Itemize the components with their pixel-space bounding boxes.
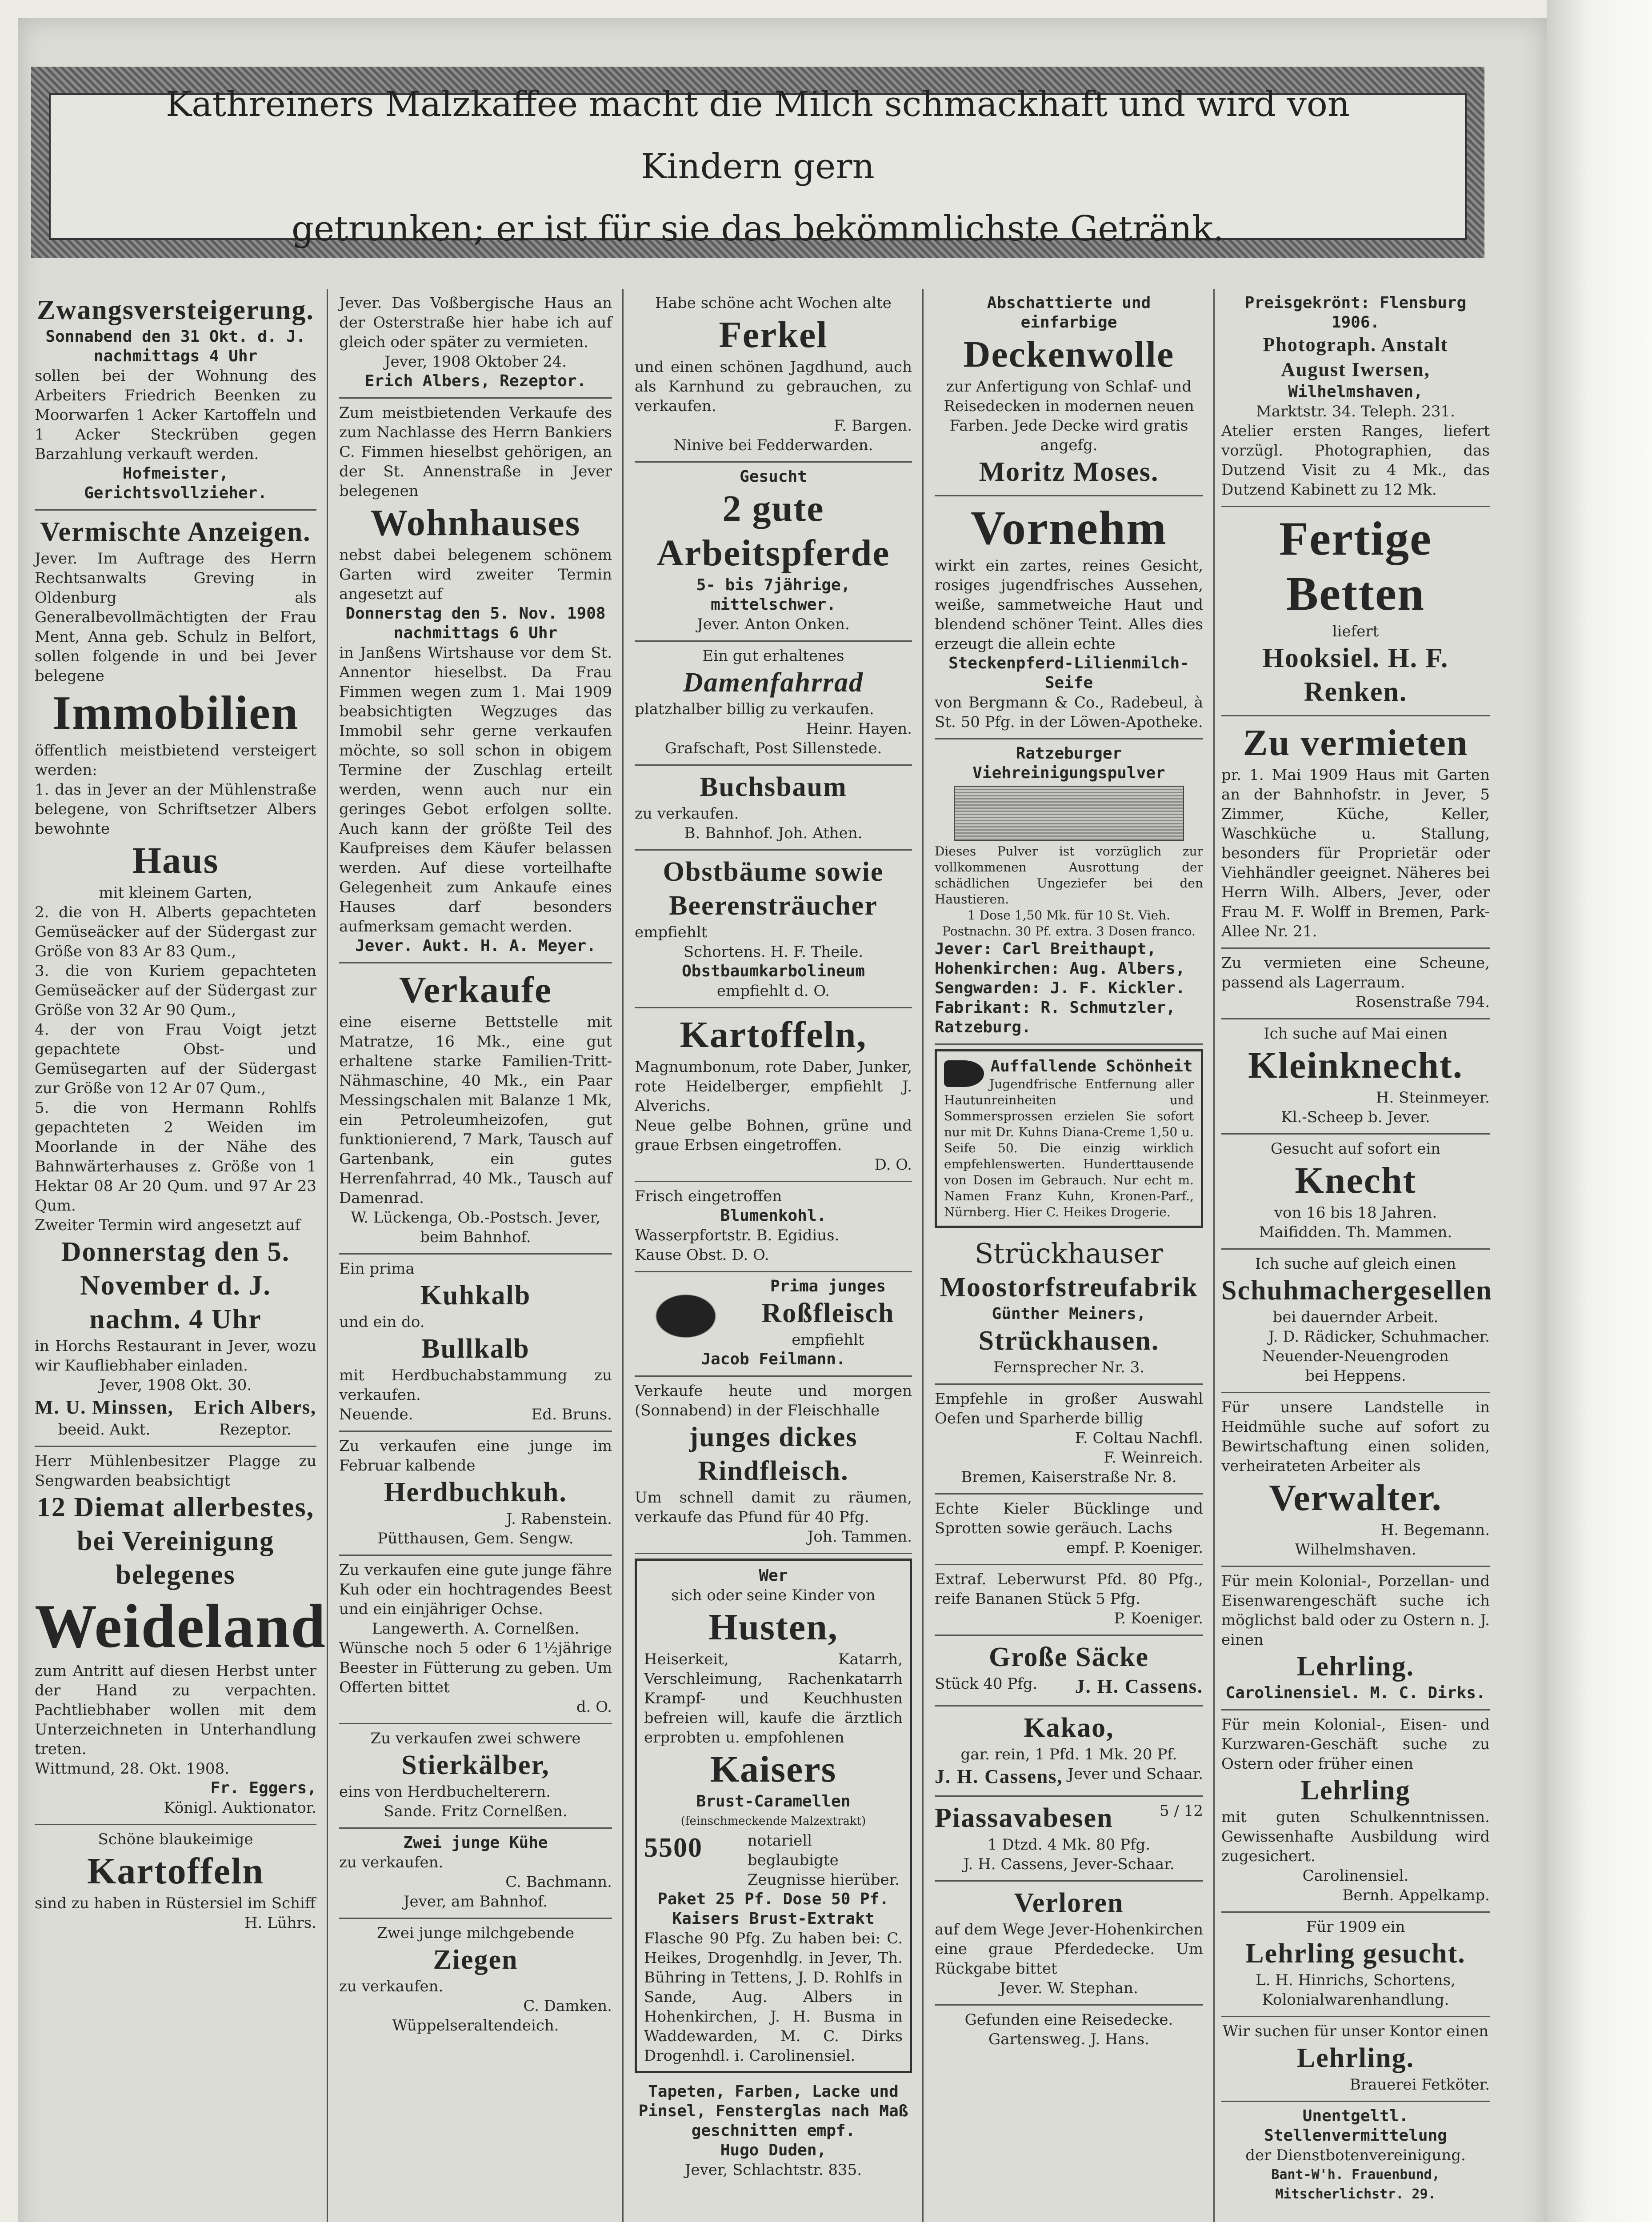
ad-kaisers-husten [635,1559,912,2073]
ad-preline: Habe schöne acht Wochen alte [655,294,892,312]
signature-name: Günther Meiners, [992,1305,1146,1323]
ad-body: in Janßens Wirtshause vor dem St. Annentor hieselbst. Da Frau Fimmen wegen zum 1. Mai 1909 beabsichtigten Wegzuges das Immobil sehr gerne verkaufen möchte, so soll schon in obigem Termine der Zuschlag erteilt werden, wenn auch nur ein geringes Gebot erfolgen sollte. Auch kann der größte Teil des Kaufpreises dem Käufer belassen werden. Auf diese vorteilhafte Gelegenheit zum Ankaufe eines Hauses darf besonders aufmerksam gemacht werden. [339,644,612,935]
ad-body: Zum meistbietenden Verkaufe des zum Nachlasse des Herrn Bankiers C. Fimmen hieselbst gehörigen, an der St. Annenstraße in Jever belegenen [339,404,612,500]
ad-body: Jever. Das Voßbergische Haus an der Osterstraße hier habe ich auf gleich oder später zu vermieten. [339,294,612,351]
list-item: 5. die von Hermann Rohlfs gepachteten 2 Weiden im Moorlande in der Nähe des Bahnwärterhauses z. Größe von 1 Hektar 08 Ar 20 Qum. und 97 Ar 23 Qum. [35,1099,316,1215]
ad-preline: Gesucht auf sofort ein [1270,1140,1441,1158]
ad-body: Um schnell damit zu räumen, verkaufe das Pfund für 40 Pfg. [635,1489,912,1526]
ad-buchsbaum [635,766,912,851]
ad-date-line: Wittmund, 28. Okt. 1908. [35,1760,229,1778]
signature-right [194,1395,316,1439]
signature-place: Kl.-Scheep b. Jever. [1281,1108,1430,1126]
price-line: gar. rein, 1 Pfd. 1 Mk. 20 Pf. [960,1746,1177,1763]
ad-product: Brust-Caramellen [696,1792,851,1810]
testimonial-text: notariell beglaubigte Zeugnisse hierüber. [747,1832,900,1889]
ad-body: zu verkaufen. [339,1854,444,1871]
signature-name: J. H. Cassens, [935,1766,1063,1787]
ad-body: eins von Herdbuchelterern. [339,1783,551,1801]
ad-lehrling-4 [1221,2017,1490,2102]
price-line: Stück 40 Pfg. [935,1675,1038,1693]
ad-kartoffeln [35,1825,316,1939]
signature-role: Königl. Auktionator. [164,1799,316,1817]
signature-name: W. Lückenga, Ob.-Postsch. Jever, beim Bahnhof. [351,1209,600,1246]
signature-place: Jever, am Bahnhof. [403,1893,548,1910]
ad-body: zur Anfertigung von Schlaf- und Reisedecken in modernen neuen Farben. Jede Decke wird gratis angefg. [944,378,1194,454]
ad-ziegen [339,1919,612,2042]
list-item: 4. der von Frau Voigt jetzt gepachtete Obst- und Gemüsegarten auf der Südergast zur Größe von 12 Ar 07 Qum., [35,1021,316,1097]
ad-subheadline: Obstbaumkarbolineum [682,962,865,980]
ad-body: Dieses Pulver ist vorzüglich zur vollkommenen Ausrottung der schädlichen Ungeziefer bei den Haustieren. [935,844,1203,907]
ad-headline: Obstbäume sowie Beerensträucher [663,857,884,921]
ad-body: der Dienstbotenvereinigung. [1245,2146,1466,2164]
ad-headline: Fertige Betten [1279,512,1432,620]
ad-body: und einen schönen Jagdhund, auch als Karnhund zu gebrauchen, zu verkaufen. [635,358,912,415]
address-line: Rosenstraße 794. [1355,993,1490,1011]
ad-body: Neue gelbe Bohnen, grüne und graue Erbsen eingetroffen. [635,1117,912,1154]
ad-headline: Ferkel [719,314,828,356]
ad-preline: Zwei junge milchgebende [376,1924,575,1942]
signature-name: C. Bachmann. [505,1873,612,1891]
ad-headline: Kuhkalb [420,1280,531,1311]
signature-name: Bernh. Appelkamp. [1342,1886,1490,1904]
ad-preline: Gesucht [740,468,807,486]
signature-place: Ninive bei Fedderwarden. [673,436,873,454]
ad-headline: Piassavabesen [935,1803,1113,1833]
ad-leberwurst [935,1565,1203,1636]
column-2 [336,289,616,2222]
signature-name: Ed. Bruns. [531,1406,612,1423]
ad-headline: Wohnhauses [370,502,581,544]
signature-name: Hugo Duden, [720,2141,827,2159]
ad-headline: Knecht [1295,1160,1416,1201]
signature-name: H. Lührs. [244,1914,316,1932]
ad-body: Für mein Kolonial-, Porzellan- und Eisenwarengeschäft suche ich möglichst bald oder zu Ostern n. J. einen [1221,1572,1490,1649]
ad-headline: Kartoffeln, [680,1014,867,1055]
ad-preline: Strückhauser [974,1237,1164,1270]
ad-headline: Lehrling [1300,1775,1411,1806]
ad-preline: Ich suche auf gleich einen [1255,1255,1456,1273]
ad-body: mit guten Schulkenntnissen. Gewissenhafte Ausbildung wird zugesichert. [1221,1808,1490,1865]
ad-body: Verkaufe heute und morgen (Sonnabend) in der Fleischhalle [635,1382,912,1419]
price-row [935,1674,1203,1699]
ad-body: Atelier ersten Ranges, liefert vorzügl. Photographien, das Dutzend Visit zu 4 Mk., das Dutzend Kabinett zu 12 Mk. [1221,422,1490,499]
signature-name: D. O. [874,1156,912,1174]
ad-body: liefert [1332,623,1379,640]
signature-name: Gartensweg. J. Hans. [988,2030,1150,2048]
ad-headline: Stierkälber, [401,1750,550,1780]
signature-name: F. Bargen. [833,417,912,435]
ad-body: Wünsche noch 5 oder 6 1½jährige Beester in Fütterung zu geben. Um Offerten bittet [339,1639,612,1696]
testimonial-row [644,1831,903,1890]
signature-place: Wilhelmshaven. [1295,1541,1416,1559]
ad-kuehe [339,1829,612,1919]
ad-body: Für unsere Landstelle in Heidmühle suche auf sofort zu Bewirtschaftung einen soliden, verheirateten Arbeiter als [1221,1399,1490,1475]
ad-lehrling-2 [1221,1710,1490,1913]
ad-body: platzhalber billig zu verkaufen. [635,700,874,718]
signature-place: Neuende. [339,1406,413,1423]
signature-left [35,1395,174,1439]
ad-headline: Moostorfstreufabrik [940,1272,1198,1303]
ad-date: Donnerstag den 5. Nov. 1908 nachmittags 6 Uhr [345,604,606,642]
ad-headline: Ziegen [433,1945,518,1975]
ad-schuhmacher [1221,1250,1490,1393]
signature-place: Wilhelmshaven, [1288,383,1423,401]
ad-headline: Roßfleisch [761,1298,895,1328]
signature-name: empf. P. Koeniger. [1066,1539,1203,1557]
signature-name: Jacob Feilmann. [701,1350,846,1368]
ad-headline: Schuhmachergesellen [1221,1275,1492,1306]
ad-lehrling-3 [1221,1913,1490,2017]
ad-tapeten [635,2078,912,2186]
ad-product: Steckenpferd-Lilienmilch-Seife [948,654,1189,692]
ad-body: Echte Kieler Bücklinge und Sprotten sowie geräuch. Lachs [935,1500,1203,1537]
ad-body: sich oder seine Kinder von [671,1587,876,1604]
signature-name: J. Rabenstein. [506,1510,612,1528]
signature-name: Jever. W. Stephan. [1000,1979,1138,1997]
ad-body: Für mein Kolonial-, Eisen- und Kurzwaren-Geschäft suche zu Ostern oder früher einen [1221,1716,1490,1773]
signature-name: J. H. Cassens. [1075,1675,1203,1697]
ad-preline: Prima junges [770,1277,886,1295]
signature-place: Pütthausen, Gem. Sengw. [377,1530,574,1547]
ad-preline: Preisgekrönt: Flensburg 1906. [1244,294,1467,332]
signature-name: Kause Obst. D. O. [635,1246,769,1264]
ad-date-line: Jever, 1908 Okt. 30. [99,1376,252,1394]
signature-name: B. Bahnhof. Joh. Athen. [684,824,863,842]
signature-name: Schortens. H. F. Theile. [683,943,864,961]
ad-body: Jever. Im Auftrage des Herrn Rechtsanwalts Greving in Oldenburg als Generalbevollmächtigten der Frau Ment, Anna geb. Schulz in Belfort, sollen folgende in und bei Jever belegene [35,550,316,685]
ad-body: Heiserkeit, Katarrh, Verschleimung, Rachenkatarrh Krampf- und Keuchhusten befreien will, kaufe die ärztlich erprobten u. empfohlenen [644,1651,903,1746]
list-item: 2. die von H. Alberts gepachteten Gemüseäcker auf der Südergast zur Größe von 83 Ar 83 Qum., [35,903,316,960]
fraction-label: 5 / 12 [1160,1802,1203,1820]
signature-place: Jever, Schlachtstr. 835. [684,2161,862,2179]
ad-headline: Kakao, [1024,1713,1114,1743]
ad-body: mit Herdbuchabstammung zu verkaufen. [339,1367,612,1404]
ad-herdbuchkuh [339,1432,612,1556]
horse-illustration [635,1279,737,1346]
signature-name: Hooksiel. H. F. Renken. [1262,643,1449,707]
signature-place: Grafschaft, Post Sillenstede. [664,739,882,757]
ad-headline: junges dickes Rindfleisch. [689,1422,858,1486]
ad-headline: Herdbuchkuh. [384,1477,567,1507]
list-item: 3. die von Kuriem gepachteten Gemüseäcker auf der Südergast zur Größe von 32 Ar 90 Qum., [35,962,316,1019]
column-5 [1218,289,1493,2222]
ad-piassavabesen [935,1797,1203,1882]
signature-name: H. Begemann. [1380,1521,1490,1539]
signature-row [935,1764,1203,1789]
ad-kakao [935,1706,1203,1797]
ad-kleinknecht [1221,1019,1490,1135]
ad-headline: Verloren [1014,1888,1124,1918]
signature-name: August Iwersen, [1281,359,1430,380]
banner-text [91,73,1424,260]
ad-date-line: Jever, 1908 Oktober 24. [384,353,567,371]
ad-stellenvermittelung [1221,2102,1490,2210]
signature-place: Kolonialwarenhandlung. [1262,1991,1449,2009]
livestock-illustration [954,786,1184,841]
signature-name: M. U. Minssen, [35,1396,174,1418]
ad-preline: Zu verkaufen zwei schwere [370,1730,581,1747]
ad-body: in Horchs Restaurant in Jever, wozu wir Kaufliebhaber einladen. [35,1337,316,1375]
ad-headline: Husten, [708,1607,838,1648]
ad-preline: Ein prima [339,1260,415,1278]
ad-rossfleisch [635,1272,912,1377]
signature-name: C. Damken. [523,1997,612,2015]
ad-headline: Verwalter. [1269,1477,1442,1519]
ad-kieler [935,1495,1203,1565]
signature-row [35,1395,316,1439]
ad-date: Donnerstag den 5. November d. J. nachm. 4 Uhr [61,1237,290,1335]
ad-product: Kaisers Brust-Extrakt [672,1910,875,1928]
signature-place: Carolinensiel. [1302,1867,1409,1885]
banner-frame [49,84,1467,249]
ad-body: Herr Mühlenbesitzer Plagge zu Sengwarden beabsichtigt [35,1452,316,1490]
ad-body: pr. 1. Mai 1909 Haus mit Garten an der Bahnhofstr. in Jever, 5 Zimmer, Küche, Keller, Waschküche u. Stallung, besonders für Proprietär oder Viehhändler geeignet. Näheres bei Herrn Wilh. Albers, Jever, oder Frau M. F. Wolff in Bremen, Park-Allee Nr. 21. [1221,766,1490,940]
list-item: 1. das in Jever an der Mühlenstraße belegene, von Schriftsetzer Albers bewohnte [35,781,316,838]
signature-name: Jever. Anton Onken. [697,615,850,633]
ad-preline: Schöne blaukeimige [98,1830,253,1848]
ad-verwalter [1221,1393,1490,1567]
banner-line-2: getrunken; er ist für sie das bekömmlichste Getränk. [292,209,1224,249]
ad-blumenkohl [635,1182,912,1272]
ad-rindfleisch [635,1377,912,1554]
ad-body: bei dauernder Arbeit. [1272,1308,1439,1326]
ad-preline: Ich suche auf Mai einen [1264,1025,1448,1043]
ad-body: Wir suchen für unser Kontor einen [1222,2022,1489,2040]
ad-kuhkalb [339,1255,612,1432]
ad-knecht [1221,1135,1490,1250]
signature-name: F. Weinreich. [1104,1449,1203,1467]
signature-name: L. H. Hinrichs, Schortens, [1256,1971,1456,1989]
dealer-line: Hohenkirchen: Aug. Albers, [935,959,1185,978]
ad-headline: Weideland [35,1592,326,1661]
ad-body: von Bergmann & Co., Radebeul, à St. 50 Pfg. in der Löwen-Apotheke. [935,694,1203,731]
ad-obstbaeume [635,851,912,1008]
price-line: 1 Dose 1,50 Mk. für 10 St. Vieh. Postnachn. 30 Pf. extra. 3 Dosen franco. [942,908,1196,939]
ad-headline: Damenfahrrad [683,667,864,698]
ad-wohnhaus [339,399,612,963]
ad-zwangsversteigerung [35,289,316,511]
signature-name: Langewerth. A. Cornelßen. [372,1620,580,1638]
column-4 [931,289,1207,2222]
banner-advert [31,67,1484,258]
signature-name: Joh. Tammen. [807,1528,912,1546]
ad-lehrling-1 [1221,1567,1490,1710]
ad-moostorf [935,1232,1203,1385]
ad-arbeitspferde [635,463,912,642]
ad-headline: Blumenkohl. [720,1207,827,1225]
ad-body: eine eiserne Bettstelle mit Matratze, 16 Mk., eine gut erhaltene starke Familien-Tritt-Nähmaschine, 40 Mk., ein Paar Messingschalen mit Balanze 1 Mk, ein Petroleumheizofen, gut funktionierend, 7 Mark, Tausch auf Gartenbank, ein gutes Herrenfahrrad, 40 Mk., Tausch auf Damenrad. [339,1013,612,1207]
ad-headline: Tapeten, Farben, Lacke und Pinsel, Fensterglas nach Maß geschnitten empf. [638,2082,908,2140]
signature-place: Bremen, Kaiserstraße Nr. 8. [961,1468,1177,1486]
ad-headline: Immobilien [52,687,299,739]
section-title: Vermischte Anzeigen. [40,517,311,547]
ad-ferkel [635,289,912,463]
ad-headline: Haus [132,840,219,881]
ad-body: sollen bei der Wohnung des Arbeiters Friedrich Beenken zu Moorwarfen 1 Acker Kartoffeln und 1 Acker Steckrüben gegen Barzahlung verkauft werden. [35,367,316,463]
ad-body: Gefunden eine Reisedecke. [964,2011,1173,2029]
signature-name: F. Coltau Nachfl. [1075,1429,1203,1447]
ad-weideland [35,1447,326,1825]
signature-name: Heinr. Hayen. [806,720,912,738]
testimonial-count: 5500 [644,1833,703,1863]
address-line: Marktstr. 34. Teleph. 231. [1256,403,1455,420]
signature-name: Maifidden. Th. Mammen. [1259,1223,1452,1241]
signature-name: Brauerei Fetköter. [1349,2076,1490,2094]
signature-name: Fr. Eggers, [210,1779,316,1797]
ad-headline: Zu vermieten [1243,722,1468,763]
address-line: Bant-W'h. Frauenbund, Mitscherlichstr. 29. [1271,2167,1440,2202]
ad-immobilien [35,511,316,1447]
signature-place: Wüppelseraltendeich. [392,2017,559,2034]
ad-subheadline: 12 Diemat allerbestes, bei Vereinigung belegenes [36,1492,315,1590]
signature-name: Sande. Fritz Cornelßen. [384,1802,568,1820]
manufacturer-line: Fabrikant: R. Schmutzler, Ratzeburg. [935,999,1176,1036]
signature-name: empfiehlt d. O. [716,982,830,1000]
ad-steckenpferd [935,496,1203,739]
ad-headline: Lehrling. [1296,1651,1415,1682]
ad-vermietung-haus [339,289,612,399]
ad-body: wirkt ein zartes, reines Gesicht, rosiges jugendfrisches Aussehen, weiße, sammetweiche Haut und blendend schöner Teint. Alles dies erzeugt die allein echte [935,557,1203,653]
signature-name: H. Steinmeyer. [1376,1089,1490,1107]
ad-body: Zu vermieten eine Scheune, passend als Lagerraum. [1221,954,1490,991]
ad-preline: Wer [759,1567,788,1585]
ad-deckenwolle [935,289,1203,496]
ad-headline: Lehrling gesucht. [1245,1938,1466,1969]
ad-damenfahrrad [635,642,912,766]
ad-body: 5- bis 7jährige, mittelschwer. [696,576,851,614]
ad-title: Zwangsversteigerung. [37,295,314,325]
ad-body: sind zu haben in Rüstersiel im Schiff [35,1894,316,1912]
ad-headline: Unentgeltl. Stellenvermittelung [1264,2107,1447,2145]
ad-body: zu verkaufen. [339,1978,444,1995]
ad-preline: Ein gut erhaltenes [702,647,844,665]
ad-headline: Bullkalb [421,1334,530,1364]
signature-name: J. H. Cassens, Jever-Schaar. [963,1855,1175,1873]
ad-betten [1221,507,1490,716]
phone-line: Fernsprecher Nr. 3. [993,1359,1145,1376]
signature-name: Jever. Aukt. H. A. Meyer. [355,937,596,955]
ad-preline: und ein do. [339,1313,425,1331]
ad-headline: Kartoffeln [87,1850,264,1892]
ad-headline: Große Säcke [988,1642,1149,1672]
page-edge [1547,0,1652,2222]
ad-gefunden [935,2006,1203,2055]
signature-name: P. Koeniger. [1114,1610,1203,1627]
ad-scheune [1221,949,1490,1019]
signature-name: Wasserpfortstr. B. Egidius. [635,1227,840,1244]
ad-body: Jugendfrische Entfernung aller Hautunreinheiten und Sommersprossen erzielen Sie sofort nur mit Dr. Kuhns Diana-Creme 1,50 u. Seife 50. Die einzig wirklich empfehlenswerten. Hunderttausende von Dosen im Gebrauch. Nur echt m. Namen Franz Kuhn, Kronen-Parf., Nürnberg. Hier C. Heikes Drogerie. [944,1077,1194,1219]
dealer-line: Jever: Carl Breithaupt, [935,940,1156,958]
ad-headline: Vornehm [970,502,1168,555]
ad-headline: Lehrling. [1296,2043,1415,2073]
signature-place: Neuender-Neuengroden [1262,1347,1449,1365]
ad-date: Sonnabend den 31 Okt. d. J. nachmittags 4 Uhr [45,328,306,365]
ad-ratzeburger [935,739,1203,1045]
price-line: Paket 25 Pf. Dose 50 Pf. [657,1890,889,1908]
signature-role: Rezeptor. [219,1421,292,1439]
signature-name: Moritz Moses. [979,457,1159,487]
ad-brand: Kaisers [710,1749,837,1790]
ad-vermieten [1221,716,1490,949]
ad-preline: Frisch eingetroffen [635,1187,782,1205]
ad-headline: Zwei junge Kühe [403,1834,548,1852]
ad-body: empfiehlt [635,923,708,941]
signature-place: Strückhausen. [978,1326,1160,1356]
ad-body: zu verkaufen. [635,805,739,823]
signature-place: bei Heppens. [1305,1367,1406,1385]
ad-body: Zu verkaufen eine junge im Februar kalbende [339,1437,612,1475]
ad-headline: Buchsbaum [700,772,847,802]
signature-name: J. D. Rädicker, Schuhmacher. [1268,1328,1490,1346]
ad-headline: Auffallende Schönheit [990,1057,1193,1075]
ad-kuhns-creme [935,1049,1203,1228]
ad-oefen [935,1385,1203,1495]
ad-verkaufe [339,963,612,1255]
signature-row [339,1405,612,1424]
ad-headline: Ratzeburger Viehreinigungspulver [972,744,1165,782]
signature-role: beeid. Aukt. [58,1421,151,1439]
signature-name: d. O. [576,1698,612,1716]
ad-body: Extraf. Leberwurst Pfd. 80 Pfg., reife Bananen Stück 5 Pfg. [935,1571,1203,1608]
ad-subline: mit kleinem Garten, [99,884,252,902]
ad-headline: Kleinknecht. [1248,1045,1463,1086]
signature-place: Jever und Schaar. [1068,1765,1203,1783]
ad-saecke [935,1636,1203,1706]
ad-body: Zweiter Termin wird angesetzt auf [35,1216,301,1234]
ad-preline: Für 1909 ein [1306,1918,1405,1936]
ad-headline: Photograph. Anstalt [1263,334,1448,356]
ad-headline: 2 gute Arbeitspferde [656,488,890,574]
price-line: 1 Dtzd. 4 Mk. 80 Pfg. [987,1836,1151,1854]
ad-signature: Hofmeister, Gerichtsvollzieher. [84,464,267,502]
ad-kartoffeln-2 [635,1008,912,1182]
banner-line-1: Kathreiners Malzkaffee macht die Milch schmackhaft und wird von Kindern gern [165,84,1350,187]
ad-ochse [339,1556,612,1724]
headline-row [935,1801,1203,1835]
ad-headline: Verkaufe [399,969,552,1011]
ad-body: Magnumbonum, rote Daber, Junker, rote Heidelberger, empfiehlt J. Alverichs. [635,1058,912,1115]
signature-name: Erich Albers, Rezeptor. [364,372,587,390]
ad-stierkaelber [339,1724,612,1829]
ad-photograph [1221,289,1490,507]
ad-headline: Deckenwolle [963,334,1175,375]
ad-body: Empfehle in großer Auswahl Oefen und Sparherde billig [935,1390,1203,1427]
signature-name: Carolinensiel. M. C. Dirks. [1225,1684,1486,1702]
ad-body: zum Antritt auf diesen Herbst unter der Hand zu verpachten. Pachtliebhaber wollen mit dem Unterzeichneten in Unterhandlung treten. [35,1662,316,1758]
ad-body: von 16 bis 18 Jahren. [1274,1204,1437,1222]
ad-body: Zu verkaufen eine gute junge fähre Kuh oder ein hochtragendes Beest und ein einjähriger Ochse. [339,1561,612,1618]
ad-body: nebst dabei belegenem schönem Garten wird zweiter Termin angesetzt auf [339,546,612,603]
ad-body: empfiehlt [792,1331,864,1349]
ad-body: öffentlich meistbietend versteigert werden: [35,742,316,779]
signature-name: Erich Albers, [194,1396,316,1418]
ad-preline: Abschattierte und einfarbige [987,294,1151,332]
ad-product-note: (feinschmeckende Malzextrakt) [680,1814,866,1828]
ad-verloren [935,1882,1203,2006]
column-3 [631,289,916,2222]
dealer-line: Sengwarden: J. F. Kickler. [935,979,1185,997]
ad-body: auf dem Wege Jever-Hohenkirchen eine graue Pferdedecke. Um Rückgabe bittet [935,1921,1203,1978]
pointing-hand-icon [944,1060,984,1087]
ad-body: Flasche 90 Pfg. Zu haben bei: C. Heikes, Drogenhdlg. in Jever, Th. Bühring in Tettens, J. D. Rohlfs in Sande, Aug. Albers in Hohenkirchen, J. H. Busma in Waddewarden, M. C. Dirks Drogenhdl. i. Carolinensiel. [644,1930,903,2065]
column-1 [31,289,326,2222]
